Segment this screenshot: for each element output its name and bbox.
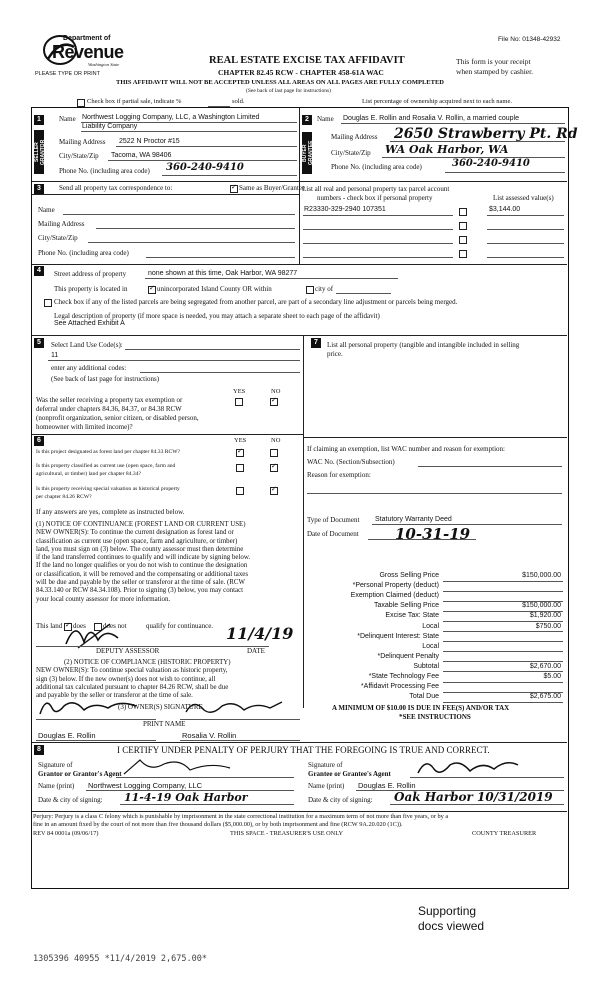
tax-row: [307, 643, 563, 653]
sold-label: sold.: [232, 98, 245, 105]
tax-row-label: Local: [422, 622, 439, 630]
personal-property-label-2: price.: [327, 350, 343, 358]
forest-land-question: Is this project designated as forest land per chapter 84.33 RCW?: [36, 449, 180, 455]
parcel-4-personal-checkbox[interactable]: [459, 250, 467, 258]
corr-name-label: Name: [38, 206, 55, 214]
tax-row: [307, 693, 563, 703]
unincorporated-checkbox[interactable]: [148, 286, 156, 294]
logo-revenue: Revenue: [52, 42, 124, 62]
exemption-q-line-3: (nonprofit organization, senior citizen, or disabled person,: [36, 414, 199, 422]
tax-row: [307, 602, 563, 612]
divider-left-right: [303, 335, 304, 708]
current-use-q-1: Is this property classified as current use (open space, farm and: [36, 463, 176, 469]
additional-codes-label: enter any additional codes:: [51, 364, 127, 372]
tax-row-line: [443, 702, 563, 703]
grantor-date-value: 11-4-19 Oak Harbor: [124, 791, 248, 804]
exemption-q-line-1: Was the seller receiving a property tax exemption or: [36, 396, 183, 404]
minimum-due: A MINIMUM OF $10.00 IS DUE IN FEE(S) AND/OR TAX: [332, 704, 510, 712]
tax-row: [307, 633, 563, 643]
section-8-number: 8: [34, 745, 44, 755]
land-use-label: Select Land Use Code(s):: [51, 341, 123, 349]
owner-signature-1: [36, 694, 146, 720]
wac-label: WAC No. (Section/Subsection): [307, 458, 395, 466]
section-4-number: 4: [34, 266, 44, 276]
historic-q-1: Is this property receiving special valuation as historical property: [36, 486, 180, 492]
deputy-assessor-label: DEPUTY ASSESSOR: [96, 647, 160, 655]
seller-city-value: Tacoma, WA 98406: [111, 152, 172, 159]
parcel-2-personal-checkbox[interactable]: [459, 222, 467, 230]
personal-property-label-1: List all personal property (tangible and intangible included in selling: [327, 341, 520, 349]
exemption-claim-label: If claiming an exemption, list WAC number and reason for exemption:: [307, 445, 505, 453]
perjury-line-1: Perjury: Perjury is a class C felony which is punishable by imprisonment in the state correctional institution for a maximum term of not more than five years, or by a: [33, 813, 449, 820]
form-chapter: CHAPTER 82.45 RCW - CHAPTER 458-61A WAC: [218, 68, 384, 77]
logo-state: Washington State: [88, 62, 120, 67]
historic-yes-checkbox[interactable]: [236, 487, 244, 495]
tax-row: [307, 653, 563, 663]
tax-row-label: Local: [422, 642, 439, 650]
tax-row: [307, 572, 563, 582]
grantee-date-label: Date & city of signing:: [308, 796, 373, 804]
section-5-number: 5: [34, 338, 44, 348]
buyer-mailing-label: Mailing Address: [331, 133, 378, 141]
tax-row: [307, 623, 563, 633]
section-6-number: 6: [34, 436, 44, 446]
tax-row: [307, 582, 563, 592]
seller-mailing-label: Mailing Address: [59, 138, 106, 146]
tax-row-label: *Affidavit Processing Fee: [360, 683, 439, 691]
tax-row-value: $2,675.00: [529, 693, 561, 701]
seller-name-2: Liability Company: [82, 123, 138, 130]
buyer-phone-value: 360-240-9410: [452, 158, 530, 169]
tax-row: [307, 612, 563, 622]
tax-row-label: *State Technology Fee: [368, 673, 439, 680]
receipt-stamp: 1305396 40955 *11/4/2019 2,675.00*: [33, 954, 207, 964]
section-2-number: 2: [302, 115, 312, 125]
if-yes-text: If any answers are yes, complete as instructed below.: [36, 508, 185, 516]
partial-sale-checkbox[interactable]: [77, 99, 85, 107]
legal-value: See Attached Exhibit A: [54, 320, 125, 327]
buyer-city-value: WA Oak Harbor, WA: [385, 143, 509, 156]
exemption-no-checkbox[interactable]: [270, 398, 278, 406]
notice-continuance: (1) NOTICE OF CONTINUANCE (FOREST LAND OR CURRENT USE) NEW OWNER(S): To continue the current designation as forest land or classification as current use (open space, farm and agriculture, or timber) land, you must sign on (3) below. The county assessor must then determine if the land transferred continues to qualify and will indicate by signing below. If the land no longer qualifies or you do not wish to continue the designation or classification, it will be removed and the compensating or additional taxes will be due and payable by the seller or transferor at the time of sale. (RCW 84.33.140 or RCW 84.34.108). Prior to signing (3) below, you may contact your local county assessor for more information.: [36, 521, 251, 603]
does-label: does: [73, 622, 86, 630]
county-treasurer: COUNTY TREASURER: [472, 830, 537, 837]
please-type: PLEASE TYPE OR PRINT: [35, 71, 101, 77]
grantee-name-label: Name (print): [308, 782, 345, 790]
does-not-label: does not: [103, 622, 127, 630]
tax-row-value: $1,920.00: [529, 612, 561, 620]
historic-q-2: per chapter 84.26 RCW?: [36, 494, 92, 500]
doc-type-value: Statutory Warranty Deed: [375, 516, 452, 523]
tax-row-label: *Delinquent Interest: State: [357, 632, 439, 640]
treasurer-space: THIS SPACE - TREASURER'S USE ONLY: [230, 830, 343, 837]
forest-no-checkbox[interactable]: [270, 449, 278, 457]
section-7-number: 7: [311, 338, 321, 348]
s6-yes-header: YES: [234, 437, 247, 444]
s5-yes-header: YES: [233, 388, 246, 395]
receipt-line-2: when stamped by cashier.: [456, 67, 534, 76]
print-name-label: PRINT NAME: [143, 720, 186, 728]
owner-signature-2: [182, 694, 292, 720]
land-use-see-back: (See back of last page for instructions): [51, 375, 160, 383]
parcel-1-value: $3,144.00: [489, 206, 521, 213]
seller-phone-value: 360-240-9410: [166, 162, 244, 173]
forest-yes-checkbox[interactable]: [236, 449, 244, 457]
grantor-signature: [120, 756, 270, 778]
tax-row-label: Gross Selling Price: [379, 572, 439, 579]
grantor-signature-label-2: Grantor or Grantor's Agent: [38, 770, 122, 778]
segregated-label: Check box if any of the listed parcels are being segregated from another parcel, are part of a secondary line adjustment or parcels being merged.: [54, 298, 458, 306]
historic-no-checkbox[interactable]: [270, 487, 278, 495]
receipt-line-1: This form is your receipt: [456, 57, 531, 66]
seller-mailing-value: 2522 N Proctor #15: [119, 138, 180, 145]
tax-row-value: $2,670.00: [529, 662, 561, 670]
print-name-2: Rosalia V. Rollin: [182, 731, 237, 740]
exemption-q-line-2: deferral under chapters 84.36, 84.37, or 84.38 RCW: [36, 405, 182, 413]
doc-type-label: Type of Document: [307, 516, 360, 524]
notice-compliance: (2) NOTICE OF COMPLIANCE (HISTORIC PROPERTY) NEW OWNER(S): To continue special valuation as historic property, sign (3) below. If the new owner(s) does not wish to continue, all additional tax calculated pursuant to chapter 84.26 RCW, shall be due and payable by the seller or transferor at the time of sale.: [36, 659, 231, 700]
rev-number: REV 84 0001a (09/06/17): [33, 830, 99, 837]
divider-3-parcels: [299, 181, 300, 264]
assessed-header: List assessed value(s): [493, 194, 554, 202]
grantee-signature: [414, 755, 524, 779]
located-label: This property is located in: [54, 285, 128, 293]
divider-1-2: [299, 108, 300, 181]
divider-section-6: [32, 434, 303, 435]
segregated-checkbox[interactable]: [44, 299, 52, 307]
grantor-name-value: Northwest Logging Company, LLC: [88, 781, 203, 790]
tax-row-value: $750.00: [535, 622, 561, 630]
corr-mailing-label: Mailing Address: [38, 220, 85, 228]
seller-name-label: Name: [59, 115, 76, 123]
legal-label: Legal description of property (if more space is needed, you may attach a separate sheet to each page of the affidavit): [54, 312, 380, 320]
street-value: none shown at this time, Oak Harbor, WA 98277: [148, 270, 298, 277]
perjury-line-2: fine in an amount fixed by the court of not more than five thousand dollars ($5,000.00), or by both imprisonment and fine (RCW 9A.20.020 (1C)).: [33, 821, 403, 828]
doc-date-label: Date of Document: [307, 530, 359, 538]
qualify-label: qualify for continuance.: [146, 622, 214, 630]
see-back: (See back of last page for instructions): [246, 88, 331, 94]
buyer-phone-label: Phone No. (including area code): [331, 163, 422, 171]
grantor-name-label: Name (print): [38, 782, 75, 790]
parcel-1-number: R23330-329-2940 107351: [304, 206, 386, 213]
land-use-value: 11: [51, 352, 59, 359]
supporting-docs-1: Supporting: [418, 904, 477, 918]
tax-row-label: Total Due: [409, 693, 439, 701]
s6-no-header: NO: [271, 437, 281, 444]
tax-row: [307, 683, 563, 693]
tax-row: [307, 673, 563, 683]
tax-row-label: Excise Tax: State: [385, 612, 439, 620]
grantee-date-value: Oak Harbor 10/31/2019: [394, 790, 553, 804]
divider-section-5: [32, 335, 567, 336]
certify-statement: I CERTIFY UNDER PENALTY OF PERJURY THAT THE FOREGOING IS TRUE AND CORRECT.: [117, 745, 490, 755]
tax-row-value: $150,000.00: [522, 602, 561, 610]
seller-grantor-label: SELLER GRANTOR: [34, 130, 44, 174]
parcel-3-personal-checkbox[interactable]: [459, 236, 467, 244]
tax-row-label: Exemption Claimed (deduct): [350, 592, 439, 600]
unincorporated-label: unincorporated Island County OR within: [157, 285, 272, 293]
parcel-1-personal-checkbox[interactable]: [459, 208, 467, 216]
parcels-header-2: numbers - check box if personal property: [317, 194, 433, 202]
divider-section-4: [32, 264, 567, 265]
grantee-signature-label-2: Grantee or Grantee's Agent: [308, 770, 391, 778]
print-name-1: Douglas E. Rollin: [38, 731, 96, 740]
exemption-q-line-4: homeowner with limited income)?: [36, 423, 133, 431]
grantor-signature-label-1: Signature of: [38, 761, 73, 769]
current-use-yes-checkbox[interactable]: [236, 464, 244, 472]
grantee-signature-label-1: Signature of: [308, 761, 343, 769]
see-instructions: *SEE INSTRUCTIONS: [399, 713, 471, 721]
corr-city-label: City/State/Zip: [38, 234, 78, 242]
same-as-buyer-label: Same as Buyer/Grantee: [239, 184, 306, 192]
seller-city-label: City/State/Zip: [59, 152, 99, 160]
current-use-no-checkbox[interactable]: [270, 464, 278, 472]
file-number: File No: 01348-42932: [498, 36, 561, 43]
section-3-number: 3: [34, 184, 44, 194]
current-use-q-2: agricultural, or timber) land per chapter 84.34?: [36, 471, 141, 477]
seller-phone-label: Phone No. (including area code): [59, 167, 150, 175]
divider-section-8: [32, 742, 567, 743]
reason-label: Reason for exemption:: [307, 471, 371, 479]
seller-name-1: Northwest Logging Company, LLC, a Washington Limited: [82, 114, 260, 121]
this-land-label: This land: [36, 622, 63, 630]
grantor-date-label: Date & city of signing:: [38, 796, 103, 804]
assessor-date-label: DATE: [247, 647, 265, 655]
tax-row-label: Subtotal: [413, 662, 439, 670]
parcels-header-1: List all real and personal property tax parcel account: [302, 185, 450, 193]
warning-text: THIS AFFIDAVIT WILL NOT BE ACCEPTED UNLESS ALL AREAS ON ALL PAGES ARE FULLY COMPLETED: [116, 79, 444, 86]
city-of-checkbox[interactable]: [306, 286, 314, 294]
tax-row-value: $150,000.00: [522, 572, 561, 579]
partial-sale-label: Check box if partial sale, indicate %: [87, 98, 182, 105]
tax-row-label: *Delinquent Penalty: [377, 652, 439, 660]
buyer-name-label: Name: [317, 115, 334, 123]
owner-signature-label: (3) OWNER(S) SIGNATURE: [118, 703, 203, 711]
assessor-date: 11/4/19: [226, 624, 294, 643]
doc-date-value: 10-31-19: [395, 525, 471, 543]
buyer-mailing-value: 2650 Strawberry Pt. Rd: [394, 126, 578, 142]
s5-no-header: NO: [271, 388, 281, 395]
tax-row: [307, 592, 563, 602]
ownership-label: List percentage of ownership acquired next to each name.: [362, 98, 512, 105]
tax-row: [307, 663, 563, 673]
form-title: REAL ESTATE EXCISE TAX AFFIDAVIT: [209, 55, 405, 66]
tax-row-value: $5.00: [543, 673, 561, 680]
city-of-label: city of: [315, 285, 334, 293]
buyer-city-label: City/State/Zip: [331, 149, 371, 157]
logo-dept-of: Department of: [63, 35, 111, 42]
tax-row-label: *Personal Property (deduct): [352, 582, 439, 590]
section-1-number: 1: [34, 115, 44, 125]
street-label: Street address of property: [54, 270, 127, 278]
supporting-docs-2: docs viewed: [418, 919, 485, 933]
correspondence-title: Send all property tax correspondence to:: [59, 184, 173, 192]
exemption-yes-checkbox[interactable]: [235, 398, 243, 406]
corr-phone-label: Phone No. (including area code): [38, 249, 129, 257]
tax-row-label: Taxable Selling Price: [374, 602, 439, 610]
buyer-name-value: Douglas E. Rollin and Rosalia V. Rollin, a married couple: [343, 115, 520, 122]
grantee-name-value: Douglas E. Rollin: [358, 781, 416, 790]
buyer-grantee-label: BUYER GRANTEE: [302, 132, 312, 174]
same-as-buyer-checkbox[interactable]: [230, 185, 238, 193]
